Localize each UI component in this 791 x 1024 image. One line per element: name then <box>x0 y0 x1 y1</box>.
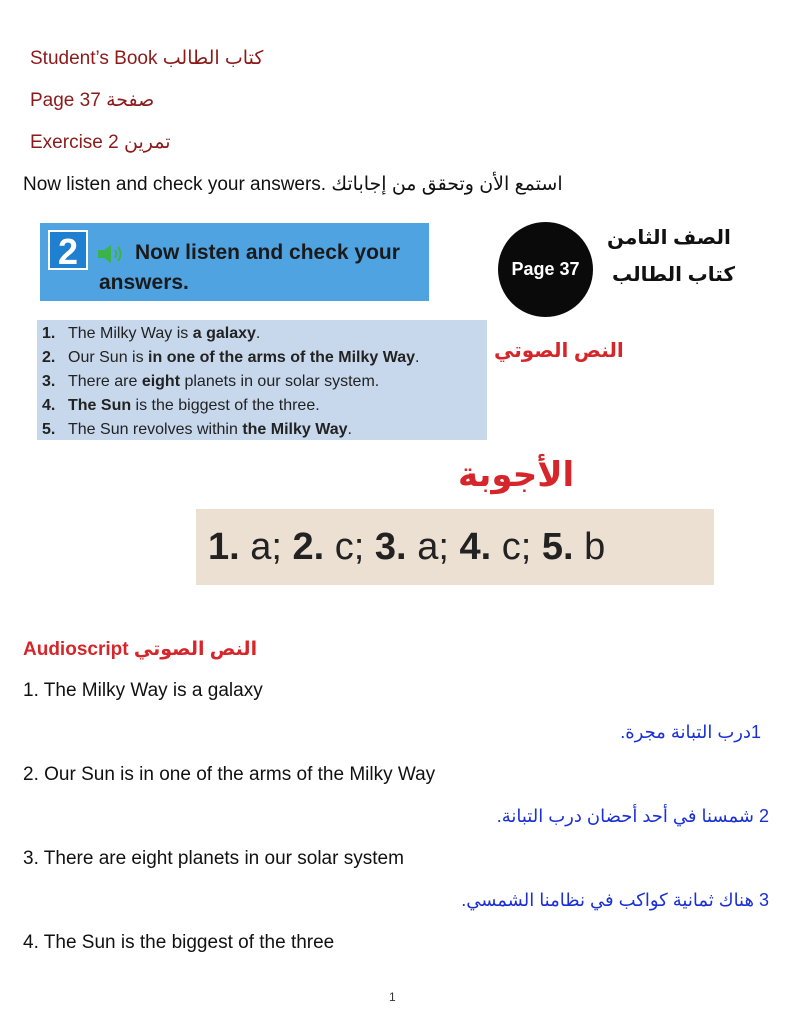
statement-item <box>42 370 419 394</box>
answer-number: 3. <box>374 525 407 568</box>
statement-item <box>42 322 419 346</box>
answers-heading-ar: الأجوبة <box>458 456 575 494</box>
answer-number: 2. <box>292 525 325 568</box>
statement-bold: in one of the arms of the Milky Way <box>148 349 416 366</box>
instruction-line: Now listen and check your answers. استمع الأن وتحقق من إجاباتك <box>23 174 563 195</box>
instruction-line-1: Now listen and check your <box>135 241 400 264</box>
page-number: 1 <box>389 990 396 1004</box>
statement-text: . <box>255 325 261 342</box>
answer-letter: a <box>250 525 272 568</box>
statement-text: is the biggest of the three. <box>131 397 320 414</box>
audioscript-line-en: 1. The Milky Way is a galaxy <box>23 680 263 701</box>
answer-letter: c <box>334 525 354 568</box>
audioscript-line-en: 2. Our Sun is in one of the arms of the Milky Way <box>23 764 436 785</box>
statement-bold: the Milky Way <box>242 421 348 438</box>
audioscript-line-en: 4. The Sun is the biggest of the three <box>23 932 335 953</box>
page-label: Page 37 صفحة <box>30 90 155 111</box>
audioscript-line-ar: 1درب التبانة مجرة. <box>620 722 761 742</box>
statement-text: The Milky Way is <box>68 325 193 342</box>
statement-bold: eight <box>141 373 181 390</box>
statement-number: 3. <box>42 373 56 390</box>
statement-list <box>42 322 419 442</box>
exercise-instruction <box>99 238 424 298</box>
grade-label: الصف الثامن <box>607 227 731 249</box>
statement-text: planets in our solar system. <box>180 373 380 390</box>
audioscript-line-ar: 3 هناك ثمانية كواكب في نظامنا الشمسي. <box>461 890 769 910</box>
book-label: Student’s Book كتاب الطالب <box>30 48 264 69</box>
statement-bold: The Sun <box>68 397 132 414</box>
answer-letter: b <box>584 525 606 568</box>
statement-number: 4. <box>42 397 56 414</box>
audioscript-line-ar: 2 شمسنا في أحد أحضان درب التبانة. <box>496 806 769 826</box>
statement-bold: a galaxy <box>192 325 256 342</box>
instruction-line-2: answers. <box>99 271 189 294</box>
statement-text: Our Sun is <box>68 349 149 366</box>
answer-number: 4. <box>459 525 492 568</box>
exercise-label: Exercise 2 تمرين <box>30 132 171 153</box>
statement-number: 5. <box>42 421 56 438</box>
statement-text: The Sun revolves within <box>68 421 243 438</box>
exercise-number: 2 <box>48 230 88 270</box>
statement-number: 2. <box>42 349 56 366</box>
answer-key: 1. a ; 2. c ; 3. a ; 4. c ; 5. b <box>196 509 714 585</box>
statement-text: . <box>415 349 420 366</box>
statement-item <box>42 346 419 370</box>
statement-number: 1. <box>42 325 56 342</box>
audio-script-label-ar: النص الصوتي <box>494 340 624 362</box>
statement-item <box>42 394 419 418</box>
answer-number: 5. <box>541 525 574 568</box>
statement-text: There are <box>68 373 142 390</box>
audioscript-heading: Audioscript النص الصوتي <box>23 639 258 660</box>
statement-item <box>42 418 419 442</box>
page-badge: Page 37 <box>498 222 593 317</box>
book-label-ar: كتاب الطالب <box>612 264 735 286</box>
statement-text: . <box>347 421 352 438</box>
answer-number: 1. <box>208 525 240 568</box>
answer-letter: a <box>417 525 439 568</box>
audioscript-line-en: 3. There are eight planets in our solar system <box>23 848 404 869</box>
answer-letter: c <box>501 525 521 568</box>
